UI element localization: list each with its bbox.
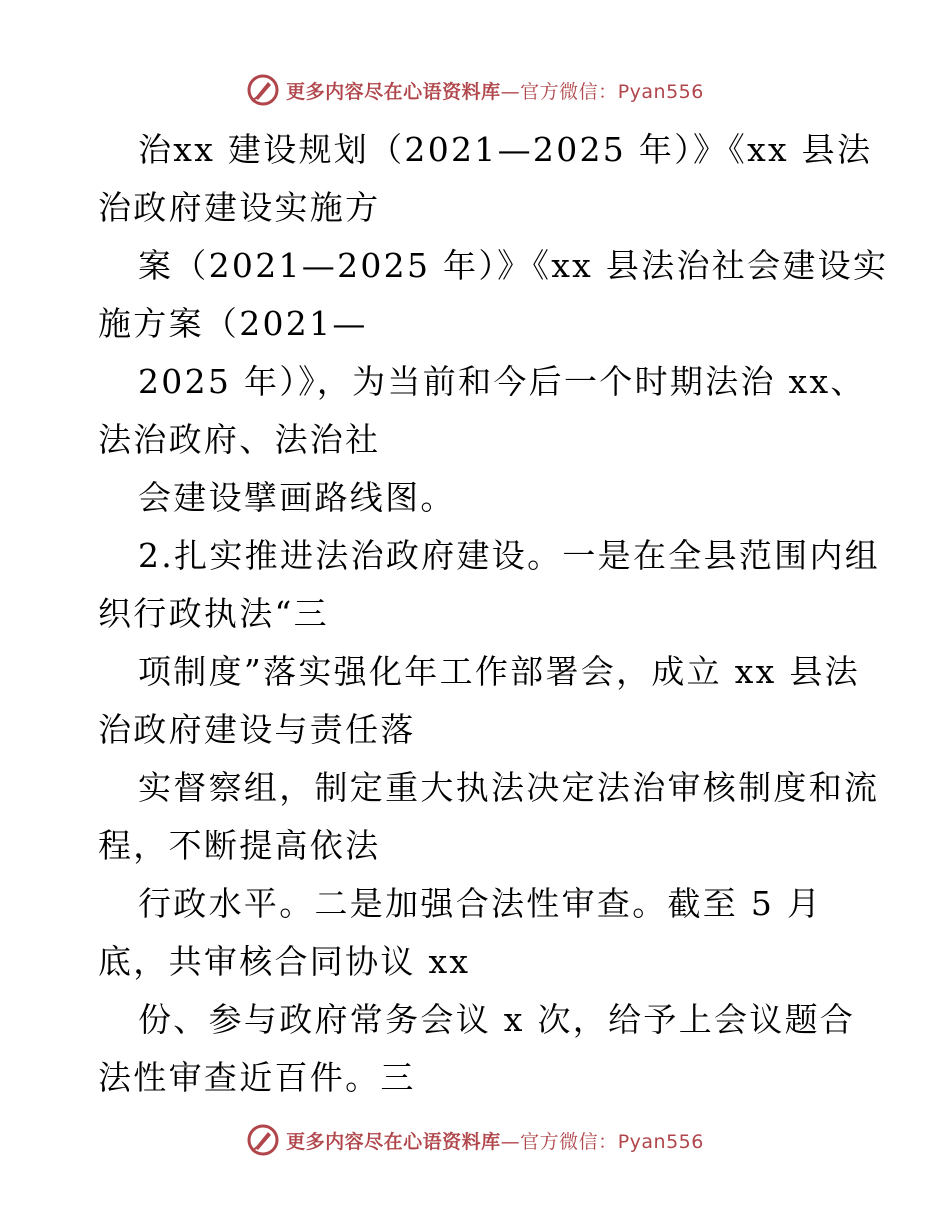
watermark-banner-top: [0, 70, 950, 110]
watermark-text: [286, 77, 704, 104]
body-line-9: 织行政执法“三: [98, 594, 329, 633]
watermark-banner-bottom: [0, 1120, 950, 1160]
watermark-site-text: 更多内容尽在心语资料库: [286, 80, 501, 103]
body-line-12: 实督察组，制定重大执法决定法治审核制度和流: [138, 768, 880, 807]
body-line-13: 程，不断提高依法: [98, 826, 381, 865]
body-line-10: 项制度”落实强化年工作部署会，成立 xx 县法: [138, 652, 860, 691]
quill-logo-icon: [246, 73, 280, 107]
watermark-official-text: 官方微信：: [520, 80, 618, 103]
watermark-site-text: 更多内容尽在心语资料库: [286, 1130, 501, 1153]
watermark-wechat-id: Pyan556: [617, 1130, 704, 1153]
body-line-1: 治xx 建设规划（2021—2025 年）》《xx 县法: [138, 130, 873, 169]
body-line-16: 份、参与政府常务会议 x 次，给予上会议题合: [138, 1000, 856, 1039]
body-line-8: 2.扎实推进法治政府建设。一是在全县范围内组: [138, 536, 881, 575]
body-line-5: 2025 年）》，为当前和今后一个时期法治 xx、: [138, 362, 866, 401]
body-line-11: 治政府建设与责任落: [98, 710, 416, 749]
quill-logo-icon: [246, 1123, 280, 1157]
body-line-7: 会建设擘画路线图。: [138, 478, 456, 517]
watermark-official-text: 官方微信：: [520, 1130, 618, 1153]
body-line-4: 施方案（2021—: [98, 304, 368, 343]
body-line-6: 法治政府、法治社: [98, 420, 381, 459]
body-line-14: 行政水平。二是加强合法性审查。截至 5 月: [138, 884, 823, 923]
watermark-separator: —: [500, 1130, 521, 1153]
body-line-17: 法性审查近百件。三: [98, 1058, 416, 1097]
body-line-2: 治政府建设实施方: [98, 188, 381, 227]
body-line-15: 底，共审核合同协议 xx: [98, 942, 471, 981]
watermark-text: [286, 1127, 704, 1154]
body-line-3: 案（2021—2025 年）》《xx 县法治社会建设实: [138, 246, 889, 285]
watermark-separator: —: [500, 80, 521, 103]
watermark-wechat-id: Pyan556: [617, 80, 704, 103]
